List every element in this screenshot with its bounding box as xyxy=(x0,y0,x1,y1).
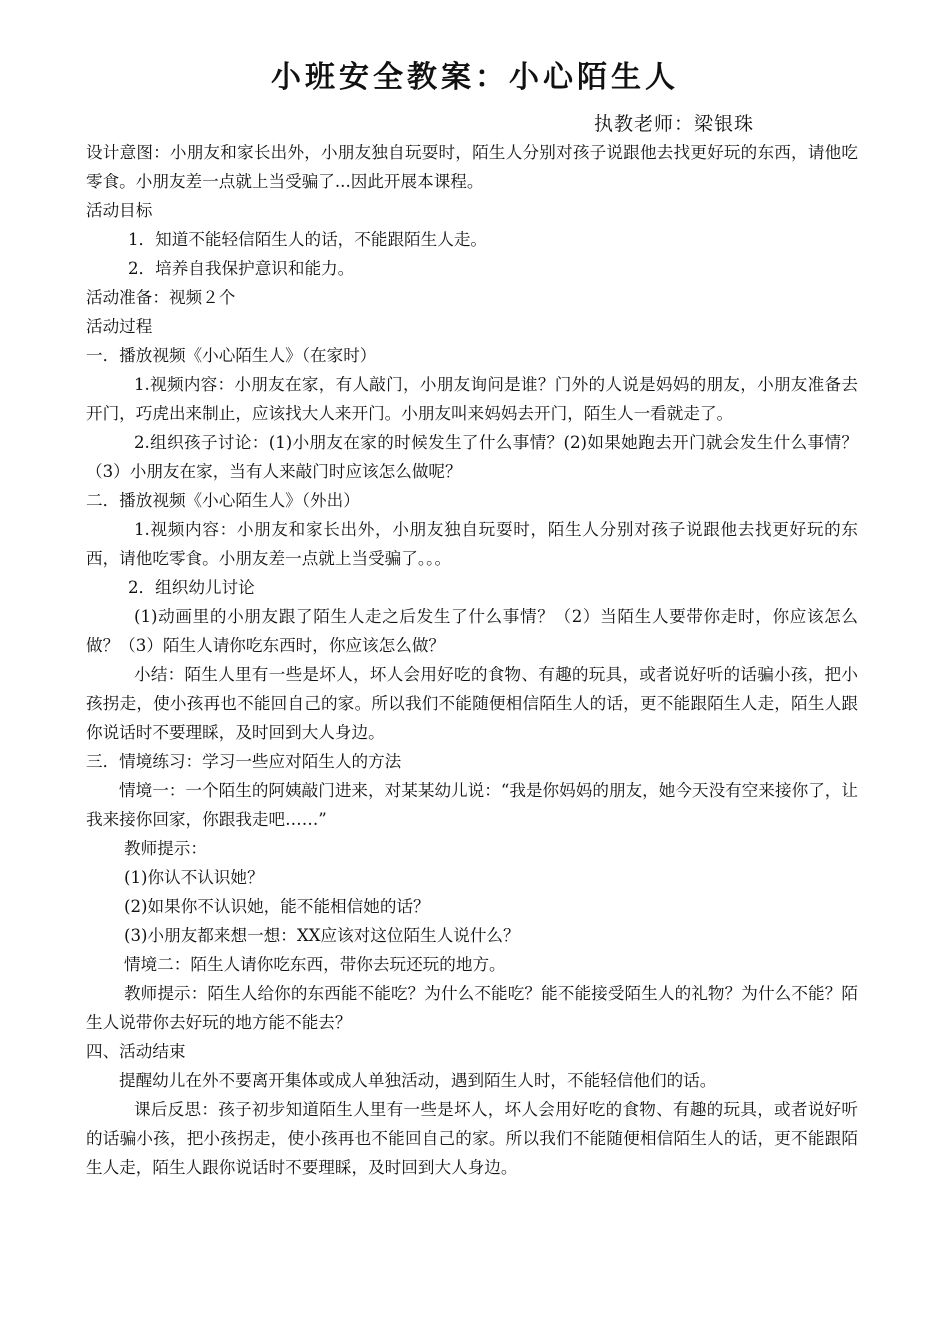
closing-paragraph: 提醒幼儿在外不要离开集体或成人单独活动，遇到陌生人时，不能轻信他们的话。 xyxy=(119,1071,717,1090)
step-heading: 一．播放视频《小心陌生人》（在家时） xyxy=(86,346,377,365)
teacher-name: 执教老师：梁银珠 xyxy=(594,113,755,135)
step-heading: 四、活动结束 xyxy=(86,1042,186,1061)
section-heading-process: 活动过程 xyxy=(86,317,153,336)
goal-item: 2．培养自我保护意识和能力。 xyxy=(128,259,355,278)
preparation-line: 活动准备：视频２个 xyxy=(86,288,236,307)
step-paragraph: 2.组织孩子讨论：(1)小朋友在家的时候发生了什么事情？(2)如果她跑去开门就会发生什么事情？（3）小朋友在家，当有人来敲门时应该怎么做呢？ xyxy=(86,433,858,481)
teacher-tip-label: 教师提示： xyxy=(124,839,207,858)
document-title: 小班安全教案：小心陌生人 xyxy=(271,60,679,95)
tip-question: (1)你认不认识她？ xyxy=(124,868,264,887)
discussion-paragraph: (1)动画里的小朋友跟了陌生人走之后发生了什么事情？（2）当陌生人要带你走时，你应该怎么做？（3）陌生人请你吃东西时，你应该怎么做？ xyxy=(86,607,858,655)
design-intent-paragraph: 设计意图：小朋友和家长出外，小朋友独自玩耍时，陌生人分别对孩子说跟他去找更好玩的东西，请他吃零食。小朋友差一点就上当受骗了...因此开展本课程。 xyxy=(86,143,858,191)
step-paragraph: 2．组织幼儿讨论 xyxy=(128,578,255,597)
teacher-tip-paragraph: 教师提示：陌生人给你的东西能不能吃？为什么不能吃？能不能接受陌生人的礼物？为什么不能？陌生人说带你去好玩的地方能不能去？ xyxy=(86,984,858,1032)
document-body xyxy=(86,138,858,1182)
step-paragraph: 1.视频内容：小朋友和家长出外，小朋友独自玩耍时，陌生人分别对孩子说跟他去找更好玩的东西，请他吃零食。小朋友差一点就上当受骗了。。。 xyxy=(86,520,858,568)
step-paragraph: 1.视频内容：小朋友在家，有人敲门，小朋友询问是谁？门外的人说是妈妈的朋友，小朋友准备去开门，巧虎出来制止，应该找大人来开门。小朋友叫来妈妈去开门，陌生人一看就走了。 xyxy=(86,375,858,423)
summary-paragraph: 小结：陌生人里有一些是坏人，坏人会用好吃的食物、有趣的玩具，或者说好听的话骗小孩，把小孩拐走，使小孩再也不能回自己的家。所以我们不能随便相信陌生人的话，更不能跟陌生人走，陌生人跟你说话时不要理睬，及时回到大人身边。 xyxy=(86,665,858,742)
reflection-paragraph: 课后反思：孩子初步知道陌生人里有一些是坏人，坏人会用好吃的食物、有趣的玩具，或者说好听的话骗小孩，把小孩拐走，使小孩再也不能回自己的家。所以我们不能随便相信陌生人的话，更不能跟陌生人走，陌生人跟你说话时不要理睬，及时回到大人身边。 xyxy=(86,1100,858,1177)
scenario-paragraph: 情境一：一个陌生的阿姨敲门进来，对某某幼儿说：“我是你妈妈的朋友，她今天没有空来接你了，让我来接你回家，你跟我走吧……” xyxy=(86,781,858,829)
section-heading-goals: 活动目标 xyxy=(86,201,153,220)
step-heading: 三．情境练习：学习一些应对陌生人的方法 xyxy=(86,752,402,771)
tip-question: (2)如果你不认识她，能不能相信她的话？ xyxy=(124,897,430,916)
tip-question: (3)小朋友都来想一想：XX应该对这位陌生人说什么？ xyxy=(124,926,520,945)
scenario-paragraph: 情境二：陌生人请你吃东西，带你去玩还玩的地方。 xyxy=(124,955,506,974)
goal-item: 1．知道不能轻信陌生人的话，不能跟陌生人走。 xyxy=(128,230,488,249)
step-heading: 二．播放视频《小心陌生人》（外出） xyxy=(86,491,360,510)
